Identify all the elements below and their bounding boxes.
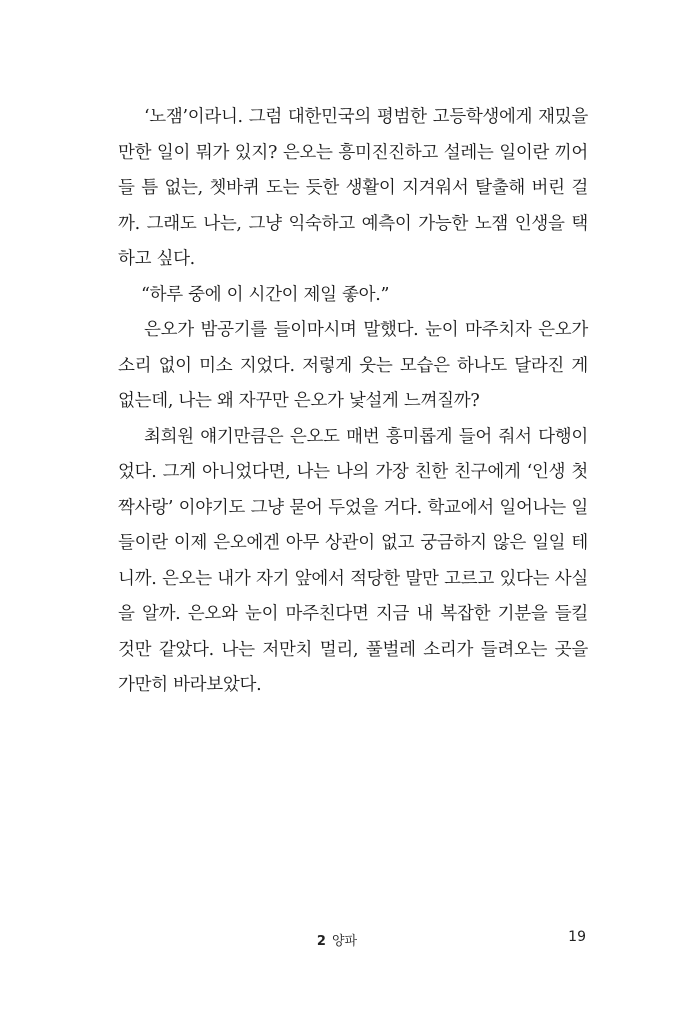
paragraph-3: 은오가 밤공기를 들이마시며 말했다. 눈이 마주치자 은오가 소리 없이 미소 지었다. 저렇게 웃는 모습은 하나도 달라진 게 없는데, 나는 왜 자꾸만 은오가 낯설게 느껴질까? — [118, 320, 588, 411]
chapter-number: 2 — [316, 934, 326, 949]
paragraph-2-dialogue: “하루 중에 이 시간이 제일 좋아.” — [141, 284, 390, 305]
paragraph-1: ‘노잼’이라니. 그럼 대한민국의 평범한 고등학생에게 재밌을 만한 일이 뭐가 있지? 은오는 흥미진진하고 설레는 일이란 끼어들 틈 없는, 쳇바퀴 도는 듯한 생활이 지겨워서 탈출해 버린 걸까. 그래도 나는, 그냥 익숙하고 예측이 가능한 노잼 인생을 택하고 싶다. — [118, 107, 588, 269]
body-text — [118, 100, 588, 704]
page-number: 19 — [568, 929, 586, 945]
chapter-title: 양파 — [331, 934, 358, 949]
paragraph-4: 최희원 얘기만큼은 은오도 매번 흥미롭게 들어 줘서 다행이었다. 그게 아니었다면, 나는 나의 가장 친한 친구에게 ‘인생 첫 짝사랑’ 이야기도 그냥 묻어 두었을 거다. 학교에서 일어나는 일들이란 이제 은오에겐 아무 상관이 없고 궁금하지 않은 일일 테니까. 은오는 내가 자기 앞에서 적당한 말만 고르고 있다는 사실을 알까. 은오와 눈이 마주친다면 지금 내 복잡한 기분을 들킬 것만 같았다. 나는 저만치 멀리, 풀벌레 소리가 들려오는 곳을 가만히 바라보았다. — [118, 426, 588, 695]
